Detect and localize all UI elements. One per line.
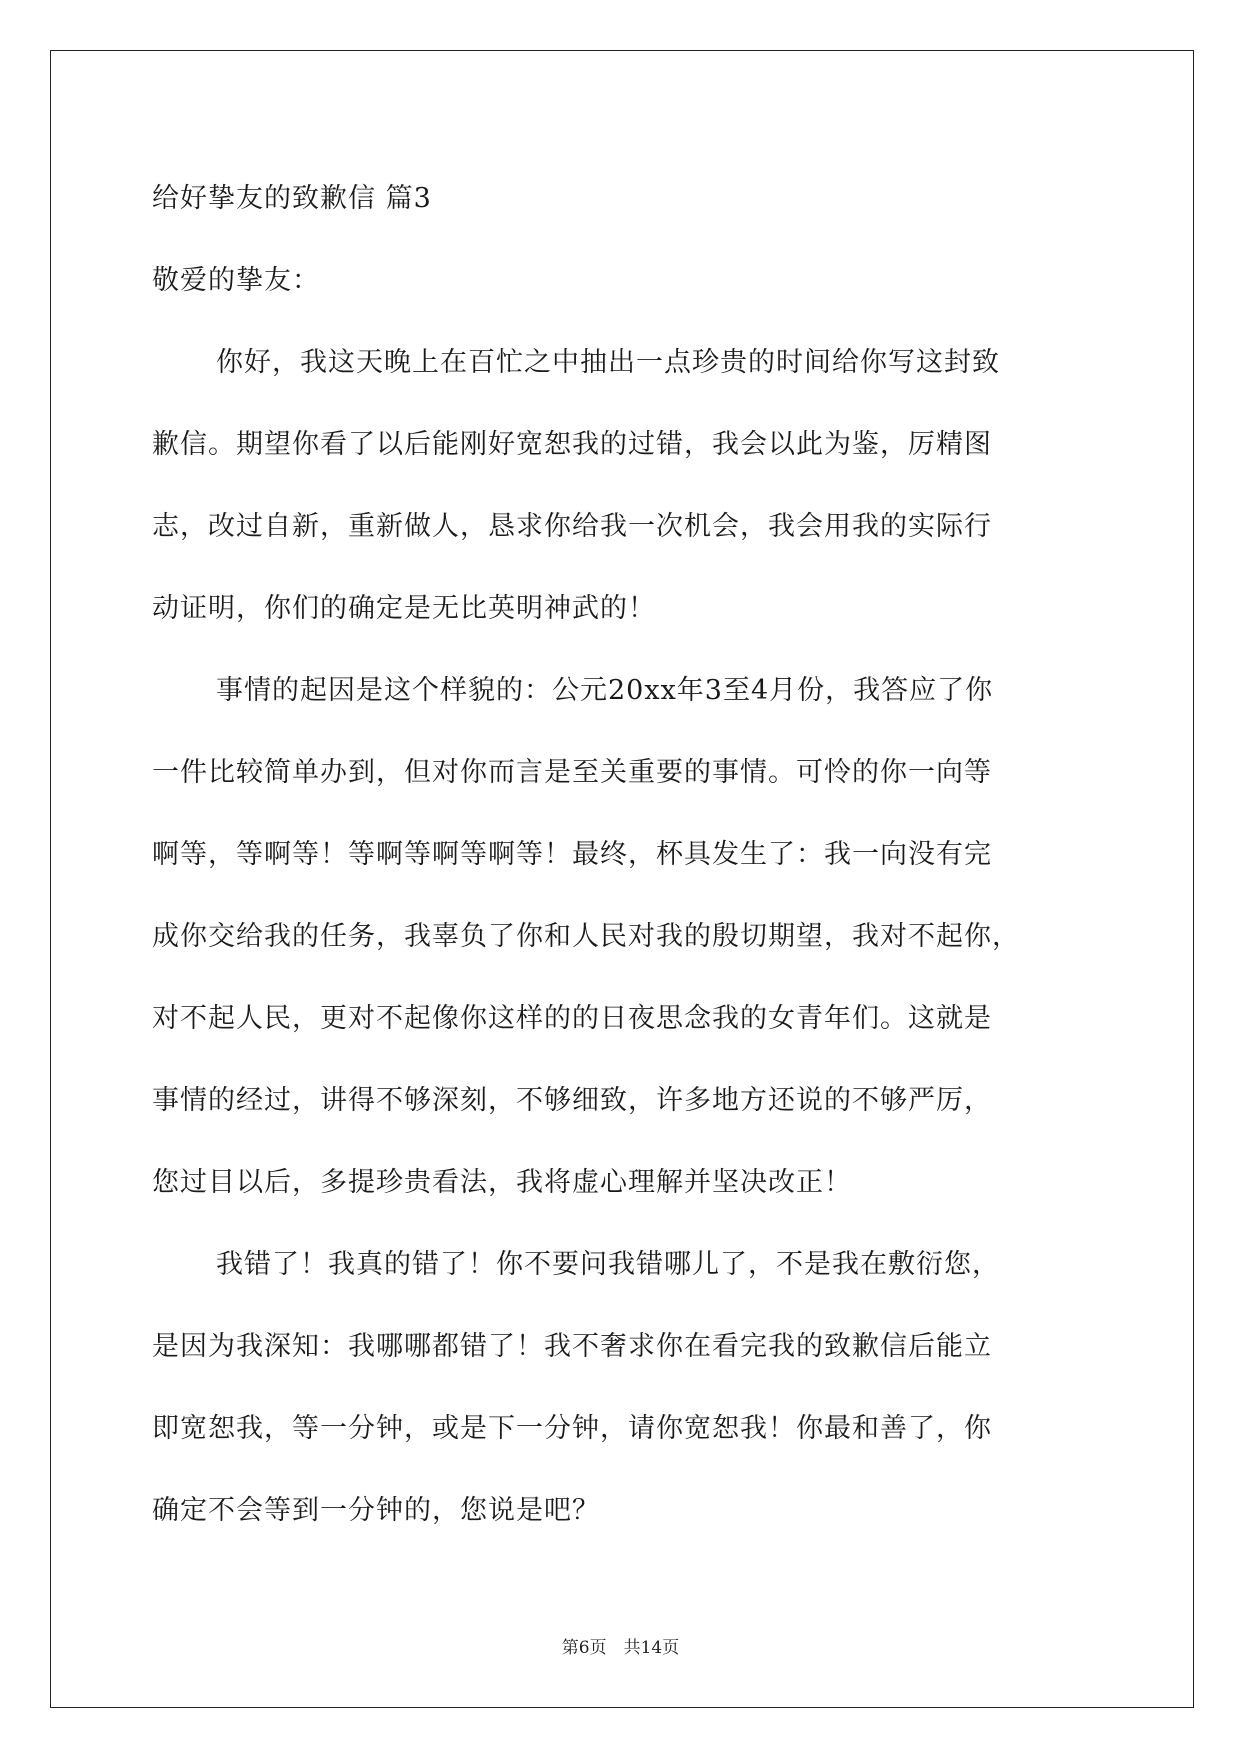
page-number-footer: 第6页 共14页 bbox=[561, 1638, 680, 1658]
paragraph-1 bbox=[152, 322, 1092, 650]
paragraph-line: 是因为我深知：我哪哪都错了！我不奢求你在看完我的致歉信后能立 bbox=[152, 1331, 992, 1362]
paragraph-line: 即宽恕我，等一分钟，或是下一分钟，请你宽恕我！你最和善了，你 bbox=[152, 1413, 992, 1444]
paragraph-line: 志，改过自新，重新做人，恳求你给我一次机会，我会用我的实际行 bbox=[152, 511, 992, 542]
document-body bbox=[152, 158, 1092, 1552]
paragraph-3 bbox=[152, 1224, 1092, 1552]
paragraph-line: 歉信。期望你看了以后能刚好宽恕我的过错，我会以此为鉴，厉精图 bbox=[152, 429, 992, 460]
document-title: 给好挚友的致歉信 篇3 bbox=[152, 183, 432, 214]
paragraph-2 bbox=[152, 650, 1092, 1224]
paragraph-line: 确定不会等到一分钟的，您说是吧？ bbox=[152, 1495, 600, 1526]
paragraph-line: 成你交给我的任务，我辜负了你和人民对我的殷切期望，我对不起你， bbox=[152, 921, 1020, 952]
paragraph-line: 一件比较简单办到，但对你而言是至关重要的事情。可怜的你一向等 bbox=[152, 757, 992, 788]
paragraph-line: 我错了！我真的错了！你不要问我错哪儿了，不是我在敷衍您， bbox=[216, 1249, 1000, 1280]
paragraph-line: 动证明，你们的确定是无比英明神武的！ bbox=[152, 593, 656, 624]
paragraph-line: 啊等，等啊等！等啊等啊等啊等！最终，杯具发生了：我一向没有完 bbox=[152, 839, 992, 870]
paragraph-line: 对不起人民，更对不起像你这样的的日夜思念我的女青年们。这就是 bbox=[152, 1003, 992, 1034]
paragraph-line: 事情的经过，讲得不够深刻，不够细致，许多地方还说的不够严厉， bbox=[152, 1085, 992, 1116]
salutation: 敬爱的挚友： bbox=[152, 265, 320, 296]
paragraph-line: 您过目以后，多提珍贵看法，我将虚心理解并坚决改正！ bbox=[152, 1167, 852, 1198]
paragraph-line: 事情的起因是这个样貌的：公元20xx年3至4月份，我答应了你 bbox=[216, 675, 994, 706]
paragraph-line: 你好，我这天晚上在百忙之中抽出一点珍贵的时间给你写这封致 bbox=[216, 347, 1000, 378]
